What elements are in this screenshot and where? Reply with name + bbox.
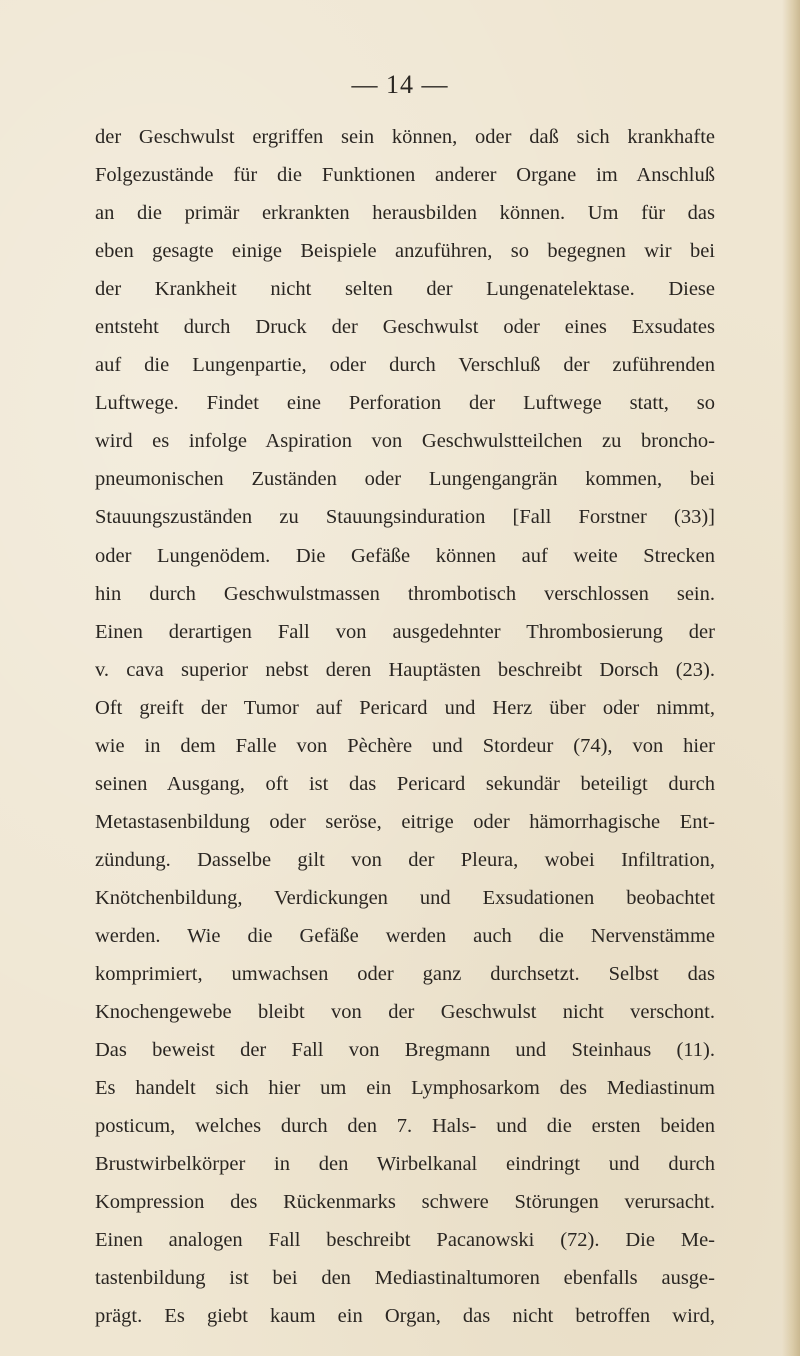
page-number: — 14 — [351,70,449,99]
text-line: wird es infolge Aspiration von Geschwulstteilchen zu broncho- [95,430,715,453]
text-line: tastenbildung ist bei den Mediastinaltumoren ebenfalls ausge- [95,1267,715,1290]
text-line: zündung. Dasselbe gilt von der Pleura, wobei Infiltration, [95,848,715,871]
text-line: hin durch Geschwulstmassen thrombotisch verschlossen sein. [95,582,715,605]
text-line: Brustwirbelkörper in den Wirbelkanal eindringt und durch [95,1153,715,1176]
text-line: Stauungszuständen zu Stauungsinduration [Fall Forstner (33)] [95,506,715,529]
text-line: Einen derartigen Fall von ausgedehnter Thrombosierung der [95,620,715,643]
text-line: posticum, welches durch den 7. Hals- und die ersten beiden [95,1115,715,1138]
text-line: Es handelt sich hier um ein Lymphosarkom des Mediastinum [95,1077,715,1100]
text-line: an die primär erkrankten herausbilden können. Um für das [95,202,715,225]
text-line: der Krankheit nicht selten der Lungenatelektase. Diese [95,278,715,301]
text-line: Oft greift der Tumor auf Pericard und Herz über oder nimmt, [95,696,715,719]
text-line: Kompression des Rückenmarks schwere Störungen verursacht. [95,1191,715,1214]
text-line: Folgezustände für die Funktionen anderer Organe im Anschluß [95,164,715,187]
text-line: Knötchenbildung, Verdickungen und Exsudationen beobachtet [95,886,715,909]
text-line: entsteht durch Druck der Geschwulst oder eines Exsudates [95,316,715,339]
text-line: Metastasenbildung oder seröse, eitrige oder hämorrhagische Ent- [95,810,715,833]
text-line: werden. Wie die Gefäße werden auch die Nervenstämme [95,924,715,947]
text-line: der Geschwulst ergriffen sein können, oder daß sich krankhafte [95,126,715,148]
body-text [95,118,715,1336]
text-line: pneumonischen Zuständen oder Lungengangrän kommen, bei [95,468,715,491]
text-line: Das beweist der Fall von Bregmann und Steinhaus (11). [95,1039,715,1062]
text-line: wie in dem Falle von Pèchère und Stordeur (74), von hier [95,734,715,757]
text-line: prägt. Es giebt kaum ein Organ, das nicht betroffen wird, [95,1305,715,1328]
text-line: v. cava superior nebst deren Hauptästen beschreibt Dorsch (23). [95,658,715,681]
text-line: seinen Ausgang, oft ist das Pericard sekundär beteiligt durch [95,772,715,795]
text-line: komprimiert, umwachsen oder ganz durchsetzt. Selbst das [95,963,715,986]
text-line: Knochengewebe bleibt von der Geschwulst nicht verschont. [95,1001,715,1024]
text-line: auf die Lungenpartie, oder durch Verschluß der zuführenden [95,354,715,377]
text-line: eben gesagte einige Beispiele anzuführen, so begegnen wir bei [95,240,715,263]
text-line: Einen analogen Fall beschreibt Pacanowski (72). Die Me- [95,1229,715,1252]
page-edge-shadow [782,0,800,1356]
text-line: oder Lungenödem. Die Gefäße können auf weite Strecken [95,544,715,567]
text-line: Luftwege. Findet eine Perforation der Luftwege statt, so [95,392,715,415]
